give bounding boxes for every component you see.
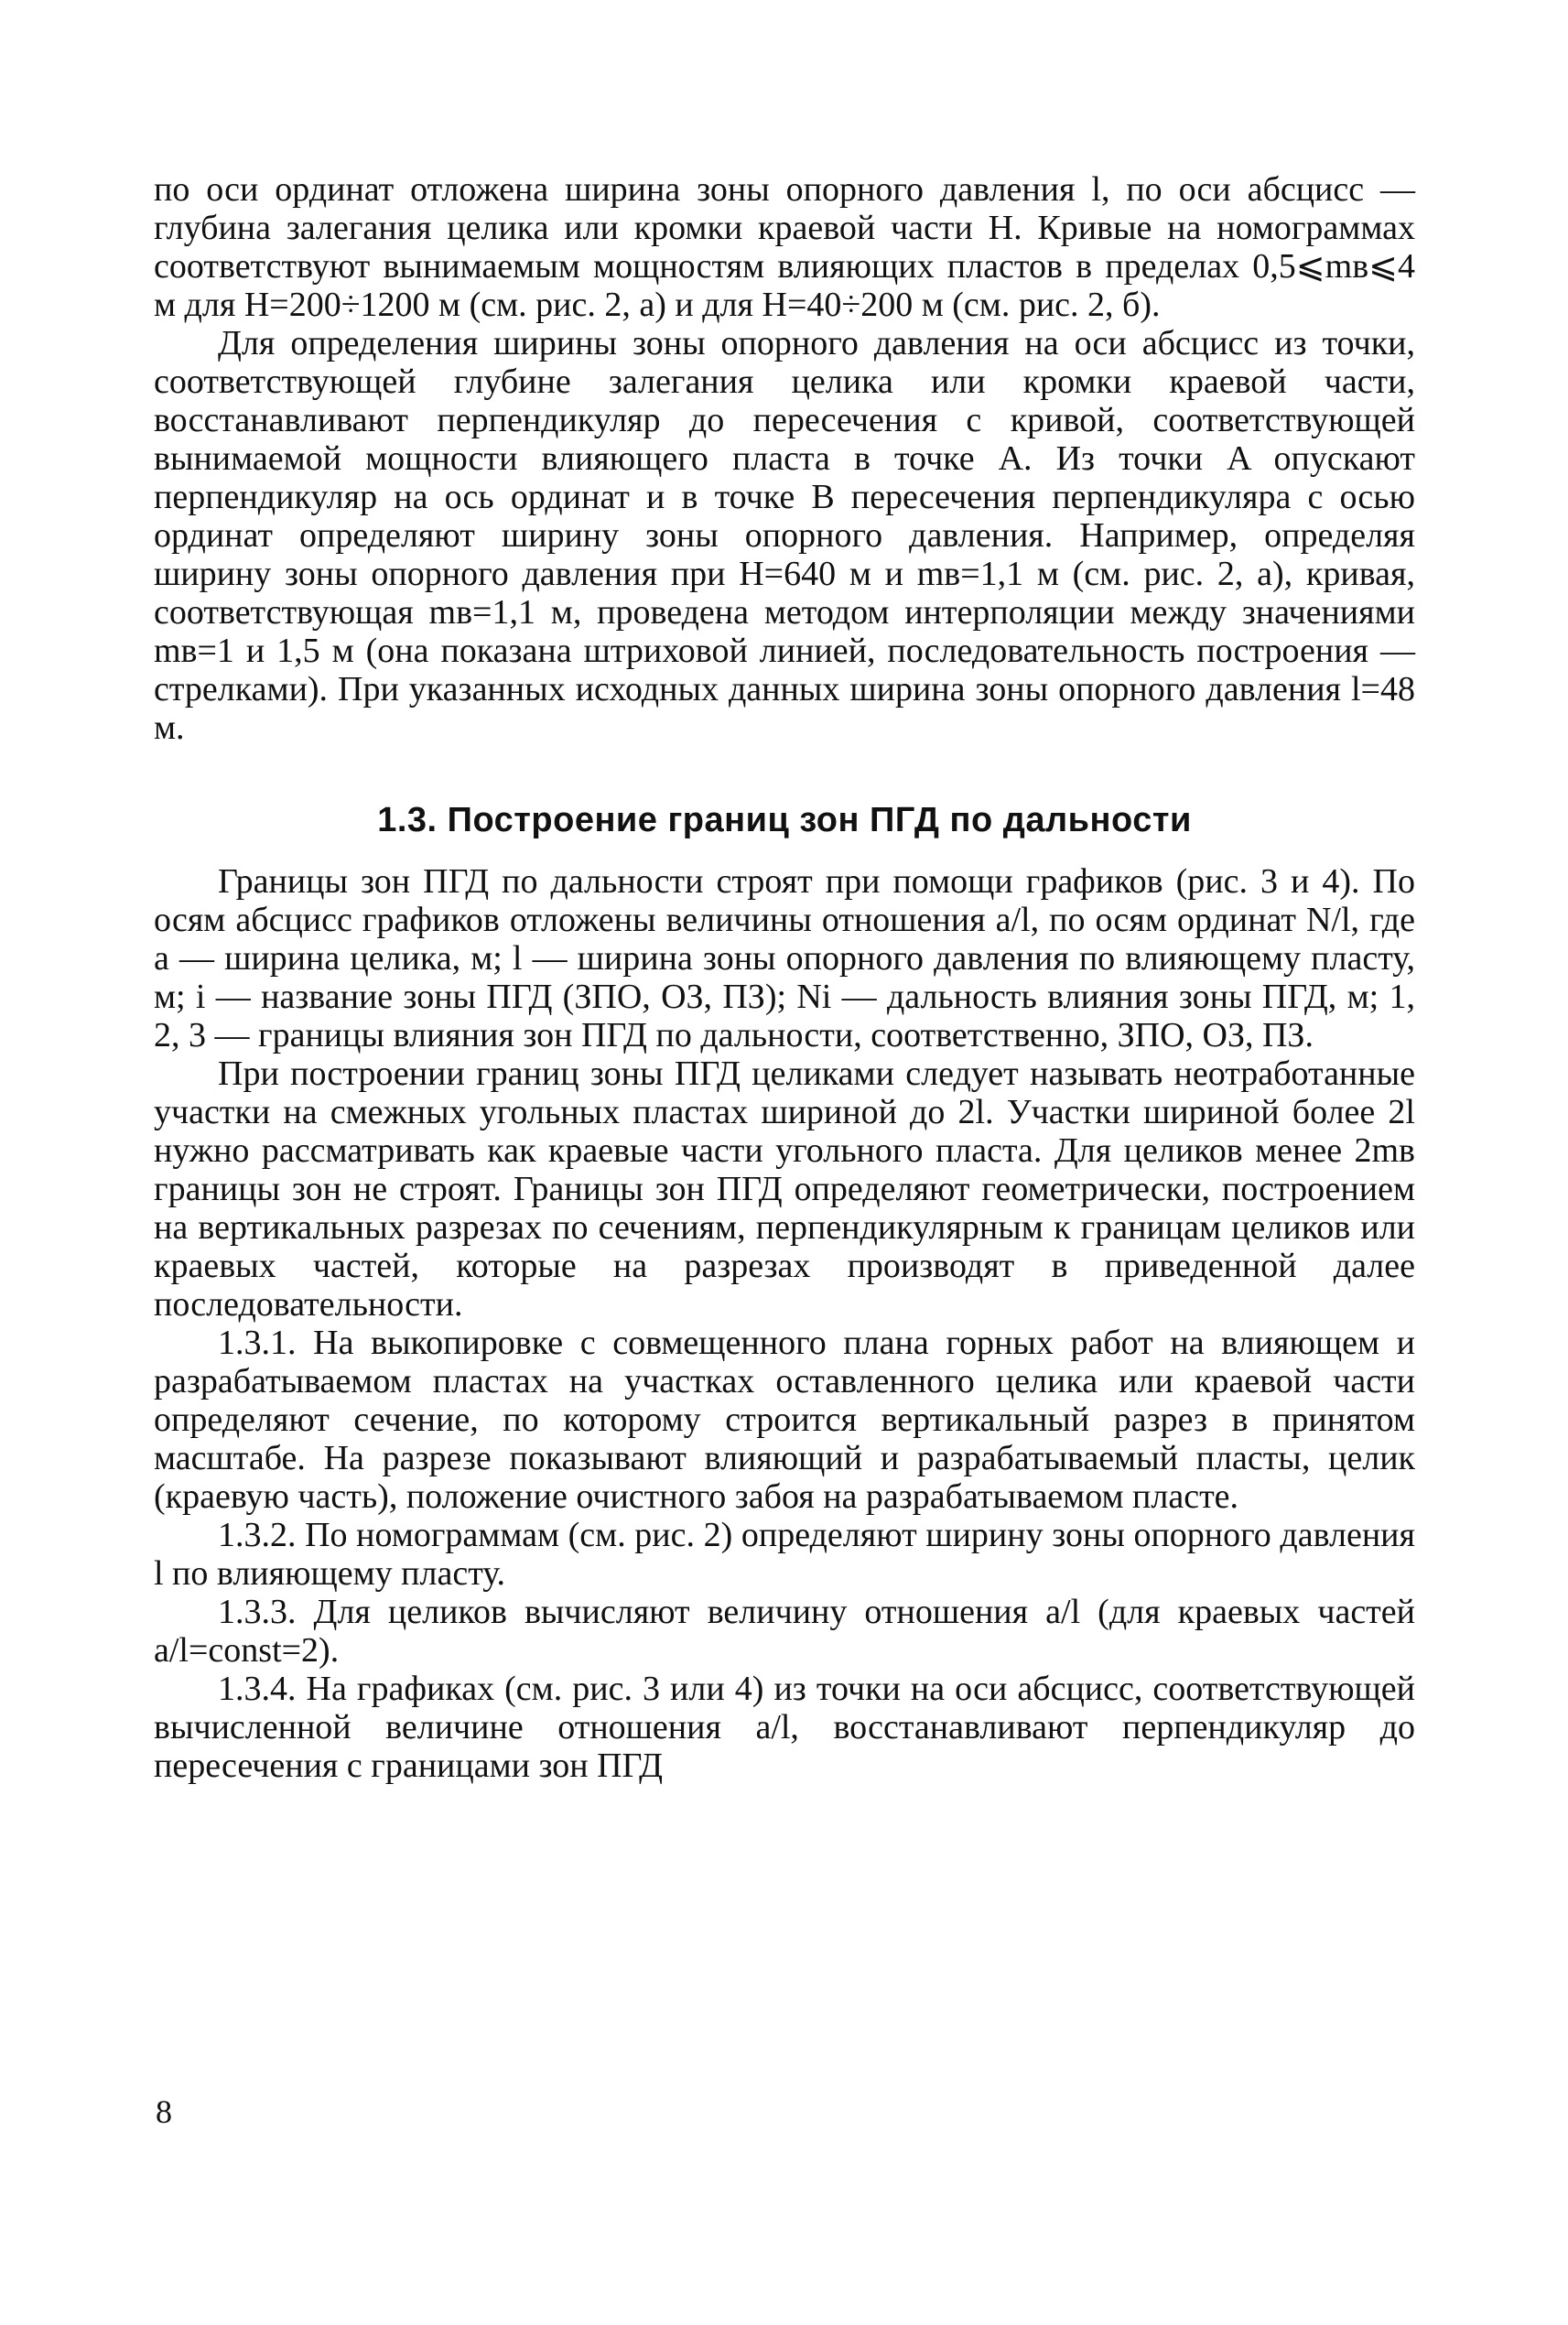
paragraph-3: Границы зон ПГД по дальности строят при помощи графиков (рис. 3 и 4). По осям абсцисс графиков отложены величины отношения a/l, по осям ординат N/l, где a — ширина целика, м; l — ширина зоны опорного давления по влияющему пласту, м; i — название зоны ПГД (ЗПО, ОЗ, ПЗ); Ni — дальность влияния зоны ПГД, м; 1, 2, 3 — границы влияния зон ПГД по дальности, соответственно, ЗПО, ОЗ, ПЗ. — [154, 862, 1415, 1054]
paragraph-7: 1.3.3. Для целиков вычисляют величину отношения a/l (для краевых частей a/l=const=2). — [154, 1593, 1415, 1670]
paragraph-2: Для определения ширины зоны опорного давления на оси абсцисс из точки, соответствующей глубине залегания целика или кромки краевой части, восстанавливают перпендикуляр до пересечения с кривой, соответствующей вынимаемой мощности влияющего пласта в точке A. Из точки A опускают перпендикуляр на ось ординат и в точке B пересечения перпендикуляра с осью ординат определяют ширину зоны опорного давления. Например, определяя ширину зоны опорного давления при H=640 м и mв=1,1 м (см. рис. 2, а), кривая, соответствующая mв=1,1 м, проведена методом интерполяции между значениями mв=1 и 1,5 м (она показана штриховой линией, последовательность построения — стрелками). При указанных исходных данных ширина зоны опорного давления l=48 м. — [154, 324, 1415, 747]
page-number: 8 — [156, 2093, 172, 2130]
paragraph-1: по оси ординат отложена ширина зоны опорного давления l, по оси абсцисс — глубина залегания целика или кромки краевой части H. Кривые на номограммах соответствуют вынимаемым мощностям влияющих пластов в пределах 0,5⩽mв⩽4 м для H=200÷1200 м (см. рис. 2, а) и для H=40÷200 м (см. рис. 2, б). — [154, 170, 1415, 324]
paragraph-4: При построении границ зоны ПГД целиками следует называть неотработанные участки на смежных угольных пластах шириной до 2l. Участки шириной более 2l нужно рассматривать как краевые части угольного пласта. Для целиков менее 2mв границы зон не строят. Границы зон ПГД определяют геометрически, построением на вертикальных разрезах по сечениям, перпендикулярным к границам целиков или краевых частей, которые на разрезах производят в приведенной далее последовательности. — [154, 1054, 1415, 1324]
paragraph-6: 1.3.2. По номограммам (см. рис. 2) определяют ширину зоны опорного давления l по влияющему пласту. — [154, 1516, 1415, 1593]
section-heading: 1.3. Построение границ зон ПГД по дальности — [377, 801, 1192, 839]
page-body — [154, 170, 1415, 1785]
paragraph-5: 1.3.1. На выкопировке с совмещенного плана горных работ на влияющем и разрабатываемом пластах на участках оставленного целика или краевой части определяют сечение, по которому строится вертикальный разрез в принятом масштабе. На разрезе показывают влияющий и разрабатываемый пласты, целик (краевую часть), положение очистного забоя на разрабатываемом пласте. — [154, 1324, 1415, 1516]
paragraph-8: 1.3.4. На графиках (см. рис. 3 или 4) из точки на оси абсцисс, соответствующей вычисленной величине отношения a/l, восстанавливают перпендикуляр до пересечения с границами зон ПГД — [154, 1670, 1415, 1785]
